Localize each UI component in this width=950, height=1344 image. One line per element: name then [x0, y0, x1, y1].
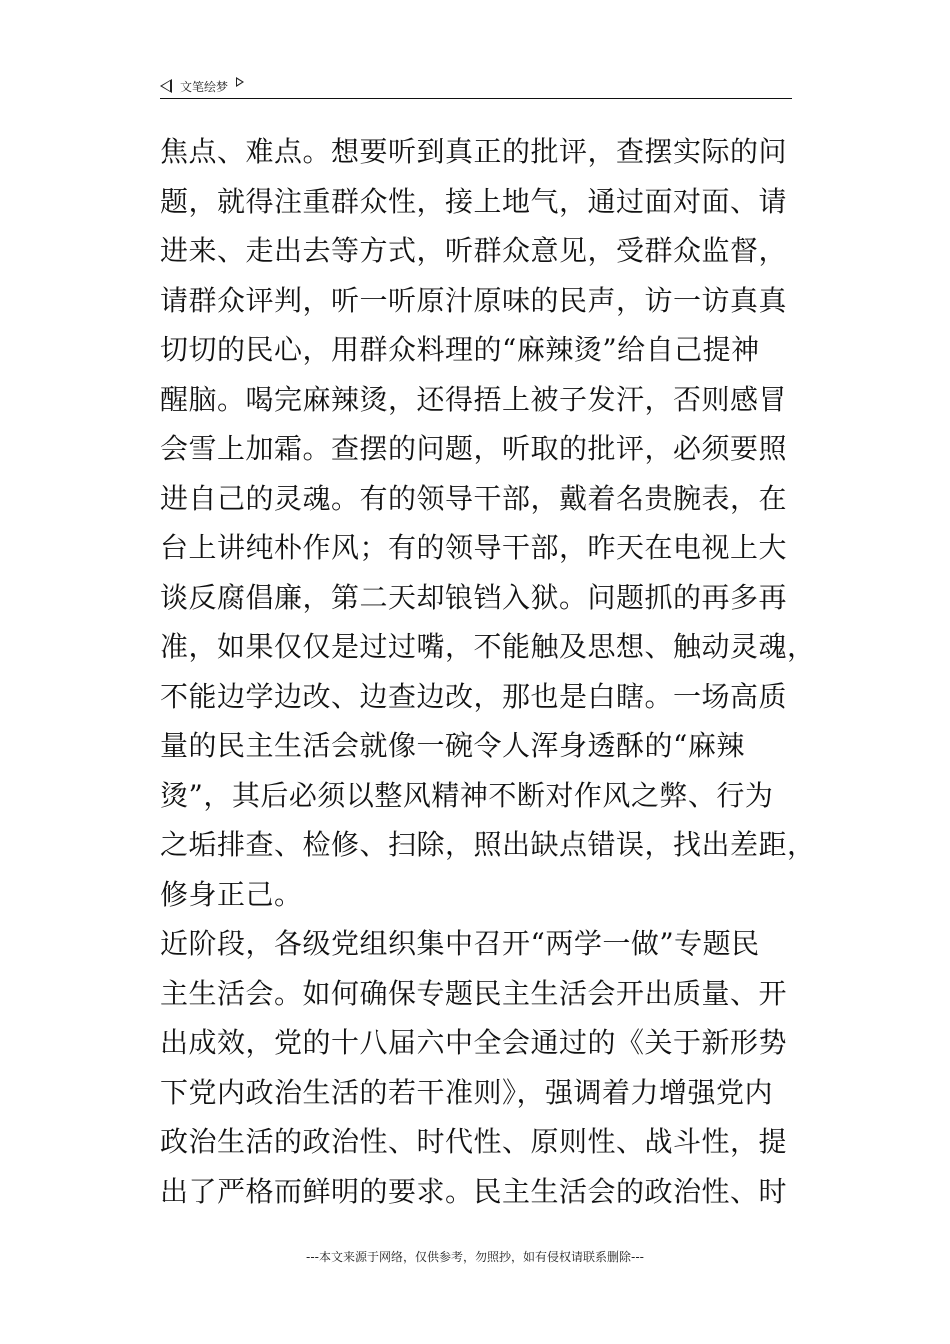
- text-line: 不能边学边改、边查边改，那也是白瞎。一场高质: [160, 679, 788, 713]
- text-line: 烫”，其后必须以整风精神不断对作风之弊、行为: [160, 778, 774, 812]
- text-line: 题，就得注重群众性，接上地气，通过面对面、请: [160, 184, 788, 218]
- text-line: 请群众评判，听一听原汁原味的民声，访一访真真: [160, 283, 788, 317]
- header-title: 文笔绘梦: [180, 79, 229, 94]
- text-line: 主生活会。如何确保专题民主生活会开出质量、开: [160, 976, 788, 1010]
- page-footer-disclaimer: ---本文来源于网络，仅供参考，勿照抄，如有侵权请联系删除---: [306, 1250, 644, 1264]
- text-line: 政治生活的政治性、时代性、原则性、战斗性，提: [160, 1125, 788, 1158]
- document-body: [160, 127, 816, 1216]
- text-line: 修身正己。: [160, 877, 303, 911]
- text-line: 准，如果仅仅是过过嘴，不能触及思想、触动灵魂，: [160, 630, 816, 663]
- text-line: 会雪上加霜。查摆的问题，听取的批评，必须要照: [160, 432, 788, 465]
- text-line: 焦点、难点。想要听到真正的批评，查摆实际的问: [160, 135, 788, 168]
- text-line: 下党内政治生活的若干准则》，强调着力增强党内: [160, 1075, 774, 1109]
- text-line: 谈反腐倡廉，第二天却锒铛入狱。问题抓的再多再: [160, 580, 788, 614]
- text-line: 之垢排查、检修、扫除，照出缺点错误，找出差距，: [160, 828, 816, 861]
- text-line: 台上讲纯朴作风；有的领导干部，昨天在电视上大: [160, 531, 788, 564]
- text-line: 切切的民心，用群众料理的“麻辣烫”给自己提神: [160, 333, 760, 366]
- header-divider: [160, 98, 792, 99]
- text-line: 进来、走出去等方式，听群众意见，受群众监督，: [160, 234, 788, 267]
- page-header: [160, 74, 792, 98]
- text-line: 量的民主生活会就像一碗令人浑身透酥的“麻辣: [160, 729, 745, 762]
- text-line: 出成效，党的十八届六中全会通过的《关于新形势: [160, 1026, 788, 1059]
- text-line: 近阶段，各级党组织集中召开“两学一做”专题民: [160, 927, 760, 960]
- triangle-right-outline-icon: [236, 77, 244, 87]
- text-line: 进自己的灵魂。有的领导干部，戴着名贵腕表，在: [160, 481, 788, 515]
- text-line: 出了严格而鲜明的要求。民主生活会的政治性、时: [160, 1174, 788, 1208]
- triangle-left-outline-icon: [160, 79, 172, 93]
- text-line: 醒脑。喝完麻辣烫，还得捂上被子发汗，否则感冒: [160, 382, 788, 416]
